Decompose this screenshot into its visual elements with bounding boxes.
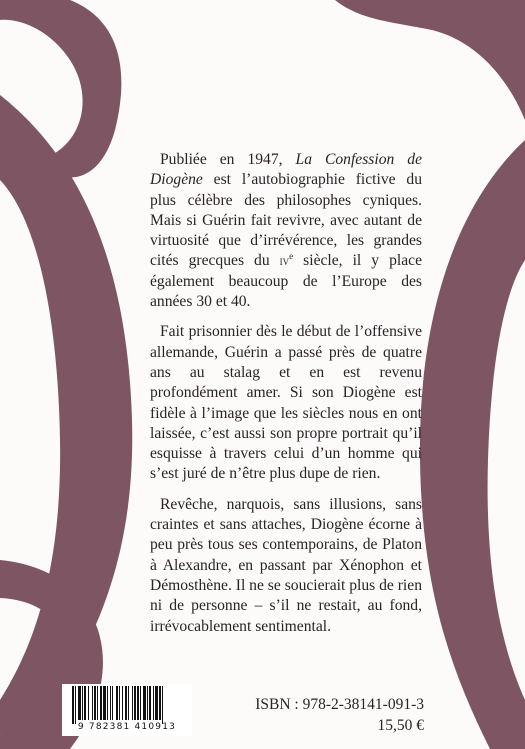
barcode-bar [94,686,96,720]
barcode-bar [112,686,113,720]
barcode-bar [125,686,127,720]
barcode-bar [78,686,81,720]
barcode-bar [147,686,148,720]
top-right-ribbon-shape [335,0,525,120]
blurb-paragraph-1: Publiée en 1947, La Confession de Diogène est l’autobiographie fictive du plus célèbre des philosophes cyniques. Mais si Guérin fait revivre, avec autant de virtuosité que d’irrévérence, les grandes cités grecques du $iv^e$ siècle, il y place également beaucoup de l’Europe des années 30 et 40. [150,151,422,311]
barcode-bar [92,686,93,720]
barcode-bar [75,686,76,724]
century-superscript: e [289,251,294,262]
barcode-bar [137,686,139,720]
blurb-paragraph-3: Revêche, narquois, sans illusions, sans craintes et sans attaches, Diogène écorne à peu près tous ses contemporains, de Platon à Alexandre, en passant par Xénophon et Démosthène. Il ne se soucierait plus de rien ni de personne – s’il ne restait, au fond, irrévocablement sentimental. [150,495,422,635]
barcode-bar [82,686,83,720]
barcode-bar [162,686,163,724]
book-title: La Confession de Diogène [150,151,422,189]
barcode-bar [155,686,158,720]
ean-barcode [62,684,192,736]
barcode-bar [100,686,102,720]
barcode-bar [88,686,89,720]
barcode-bar [72,686,74,724]
barcode-digits: 9 782381 410913 [77,722,177,732]
barcode-bar [140,686,141,720]
barcode-bar [143,686,146,720]
barcode-bar [119,686,120,720]
century-numeral: iv [279,253,290,269]
barcode-bar [110,686,111,720]
barcode-bar [103,686,106,720]
barcode-bar [128,686,129,720]
barcode-bar [153,686,154,720]
barcode-bar [116,686,118,720]
barcode-bar [149,686,151,720]
barcode-bar [134,686,136,720]
isbn-number: ISBN : 978-2-38141-091-3 [255,696,424,713]
barcode-bar [122,686,123,720]
back-cover-blurb [150,150,422,647]
price: 15,50 € [377,717,424,734]
blurb-paragraph-2: Fait prisonnier dès le début de l’offensive allemande, Guérin a passé près de quatre ans au stalag et en est revenu profondément amer. Si son Diogène est fidèle à l’image que les siècles nous en ont laissée, c’est aussi son propre portrait qu’il esquisse à travers celui d’un homme qui s’est juré de n’être plus dupe de rien. [150,323,422,483]
barcode-bar [132,686,133,720]
isbn-price-block [244,694,424,736]
barcode-bar [107,686,108,720]
barcode-bars [68,686,186,724]
barcode-bar [97,686,98,720]
right-crescent-shape [420,140,525,749]
barcode-bar [84,686,86,720]
barcode-bar [159,686,161,720]
